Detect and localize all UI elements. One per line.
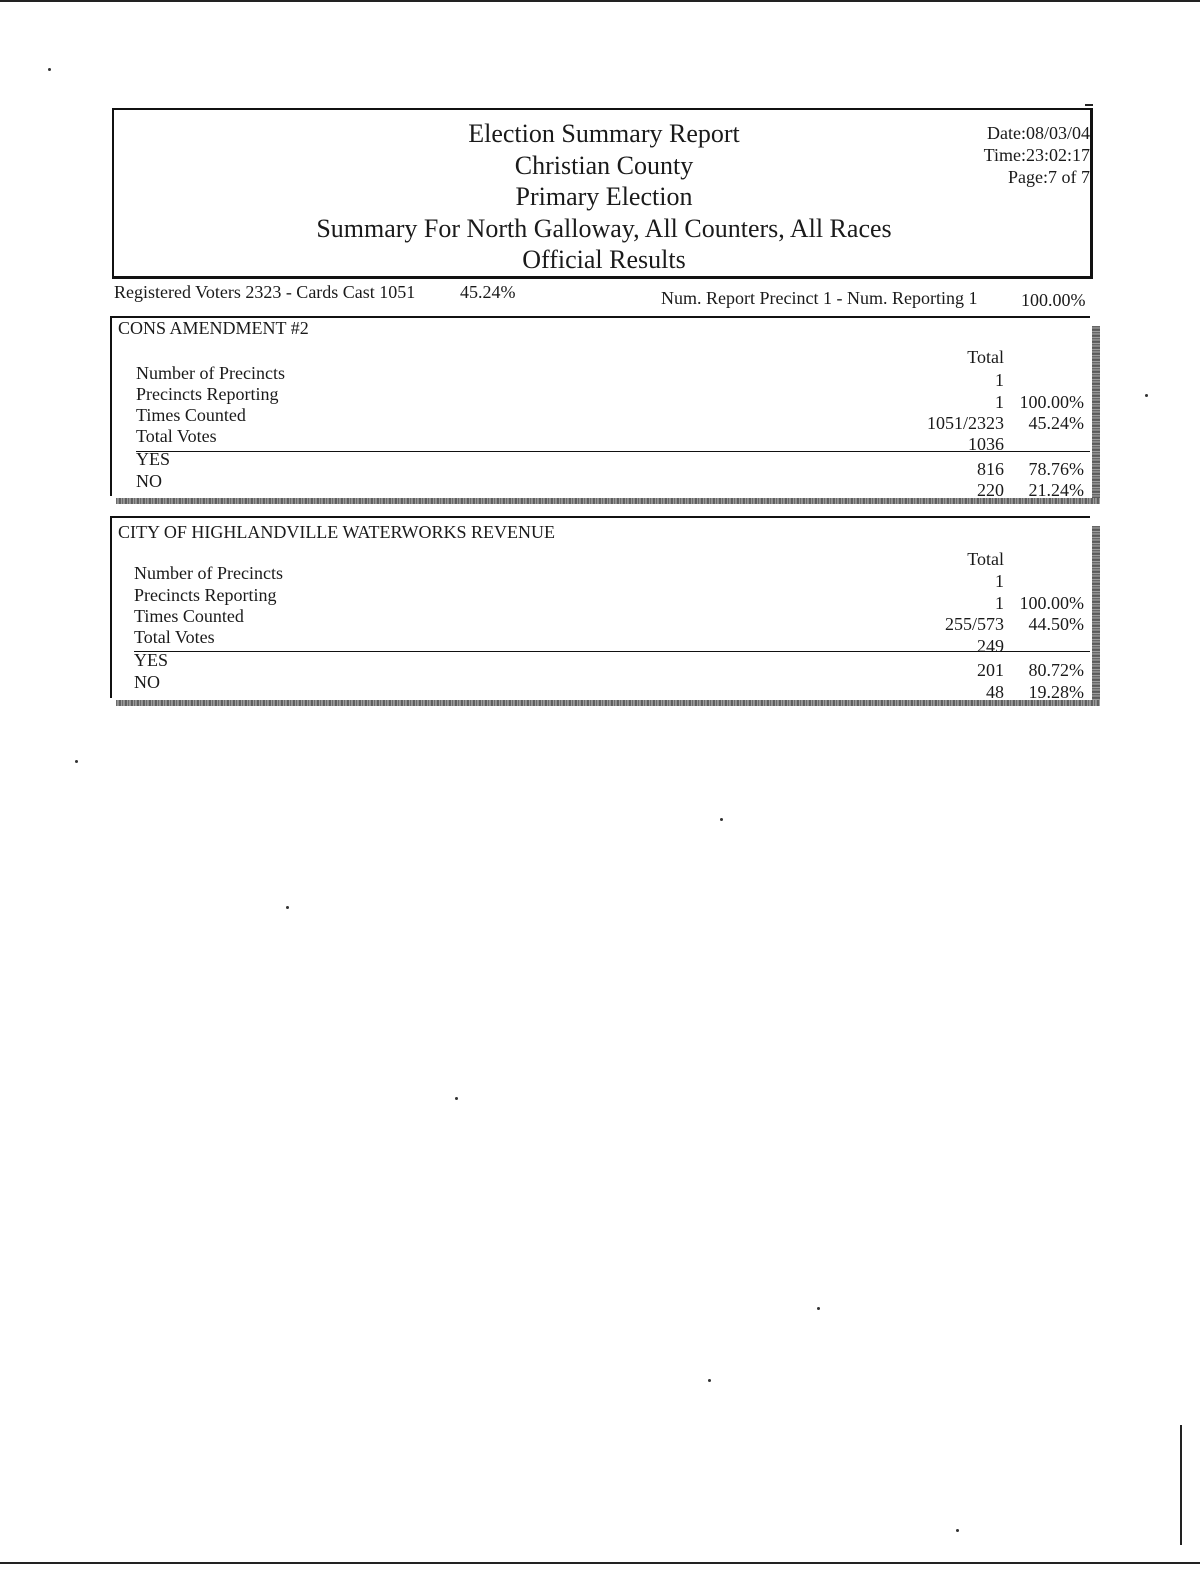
stat-label: Number of Precincts <box>136 363 285 383</box>
total-column-header: Total <box>967 549 1004 569</box>
choice-pct: 21.24% <box>1028 480 1084 500</box>
report-date: Date:08/03/04 <box>987 123 1090 143</box>
scan-speck <box>75 760 78 763</box>
choice-row <box>112 681 1090 703</box>
choice-votes: 48 <box>986 682 1004 702</box>
choice-label: YES <box>134 650 169 670</box>
report-title-block <box>114 118 1094 276</box>
stat-value: 1 <box>995 571 1004 591</box>
choice-votes: 201 <box>977 660 1004 680</box>
results-status: Official Results <box>522 245 686 274</box>
stat-pct: 100.00% <box>1019 593 1084 613</box>
stat-value: 1051/2323 <box>926 413 1004 433</box>
stat-label: Total Votes <box>136 426 217 446</box>
stat-pct: 44.50% <box>1028 614 1084 634</box>
stat-label: Times Counted <box>134 606 244 626</box>
scan-speck <box>48 68 51 71</box>
scan-speck <box>720 818 723 821</box>
scan-speck <box>1145 394 1148 397</box>
choice-label: YES <box>136 449 171 469</box>
scan-corner-mark <box>1085 104 1093 106</box>
registered-voters-pct: 45.24% <box>460 282 516 302</box>
county-name: Christian County <box>514 150 694 180</box>
choice-votes: 816 <box>977 459 1004 479</box>
choice-pct: 78.76% <box>1028 459 1084 479</box>
stat-value: 249 <box>977 636 1004 656</box>
choice-pct: 19.28% <box>1028 682 1084 702</box>
report-title: Election Summary Report <box>468 119 740 148</box>
stat-label: Times Counted <box>136 405 246 425</box>
race-title: CITY OF HIGHLANDVILLE WATERWORKS REVENUE <box>118 522 555 542</box>
precincts-reporting-text: Num. Report Precinct 1 - Num. Reporting 1 <box>661 288 978 308</box>
scan-right-mark <box>1180 1425 1182 1545</box>
report-page: Page:7 of 7 <box>1008 167 1090 187</box>
scan-speck <box>708 1379 711 1382</box>
precincts-reporting-pct: 100.00% <box>1021 290 1086 310</box>
election-name: Primary Election <box>515 182 693 211</box>
race-title: CONS AMENDMENT #2 <box>118 318 309 338</box>
report-header <box>112 108 1093 279</box>
choice-label: NO <box>136 471 162 491</box>
stat-pct: 100.00% <box>1019 392 1084 412</box>
stat-label: Number of Precincts <box>134 563 283 583</box>
choice-votes: 220 <box>977 480 1004 500</box>
registered-voters-text: Registered Voters 2323 - Cards Cast 1051 <box>114 282 416 302</box>
race-highlandville-waterworks <box>110 516 1090 702</box>
scan-speck <box>455 1097 458 1100</box>
scan-speck <box>286 906 289 909</box>
stat-label: Precincts Reporting <box>136 384 279 404</box>
scan-speck <box>817 1307 820 1310</box>
stat-pct: 45.24% <box>1028 413 1084 433</box>
box-shadow-edge <box>1092 326 1100 498</box>
stat-label: Precincts Reporting <box>134 585 277 605</box>
stat-label: Total Votes <box>134 627 215 647</box>
report-time: Time:23:02:17 <box>983 145 1090 165</box>
stat-value: 1 <box>995 392 1004 412</box>
stat-value: 1 <box>995 370 1004 390</box>
summary-scope: Summary For North Galloway, All Counters, All Races <box>316 213 892 243</box>
total-column-header: Total <box>967 347 1004 367</box>
choice-pct: 80.72% <box>1028 660 1084 680</box>
report-meta <box>984 122 1090 188</box>
race-cons-amendment-2 <box>110 316 1090 500</box>
scan-top-border <box>0 0 1200 2</box>
stat-value: 255/573 <box>944 614 1004 634</box>
scan-bottom-border <box>0 1562 1200 1564</box>
box-shadow-edge <box>1092 526 1100 700</box>
scan-speck <box>956 1529 959 1532</box>
stat-value: 1036 <box>968 434 1004 454</box>
stat-value: 1 <box>995 593 1004 613</box>
choice-row <box>112 479 1090 501</box>
choice-label: NO <box>134 672 160 692</box>
